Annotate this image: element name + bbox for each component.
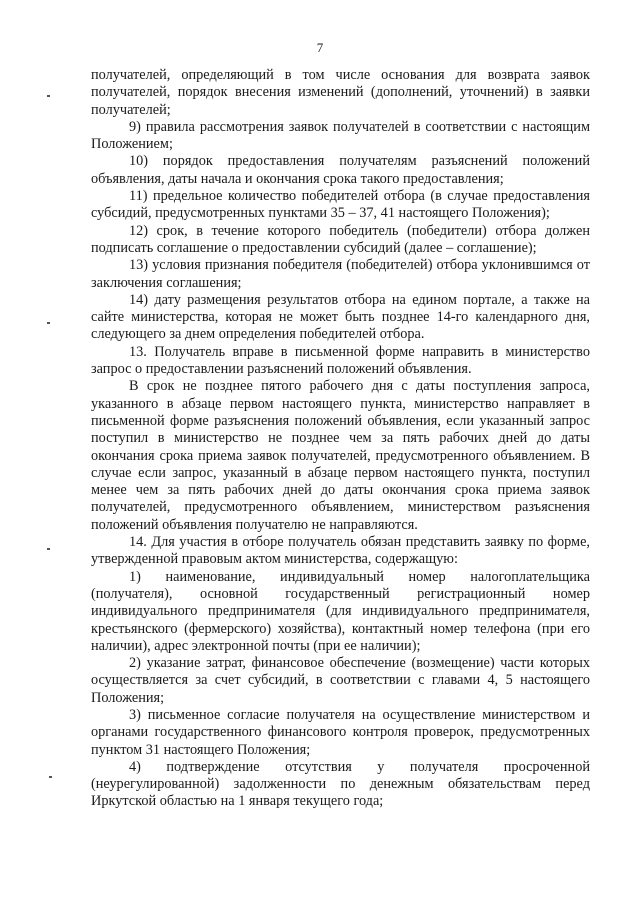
paragraph-application-item-4: 4) подтверждение отсутствия у получателя просроченной (неурегулированной) задолженности по денежным обязательствам перед Иркутской областью на 1 января текущего года; (91, 758, 590, 810)
margin-mark (47, 95, 50, 97)
paragraph-continuation: получателей, определяющий в том числе основания для возврата заявок получателей, порядок внесения изменений (дополнений, уточнений) в заявки получателей; (91, 67, 590, 118)
margin-mark (49, 776, 52, 778)
document-body (91, 67, 590, 811)
paragraph-item-14: 14) дату размещения результатов отбора на едином портале, а также на сайте министерства, которая не может быть позднее 14-го календарного дня, следующего за днем определения победителей отбора. (91, 291, 590, 343)
paragraph-item-13: 13) условия признания победителя (победителей) отбора уклонившимся от заключения соглашения; (91, 257, 590, 291)
paragraph-item-12: 12) срок, в течение которого победитель (победители) отбора должен подписать соглашение о предоставлении субсидий (далее – соглашение); (91, 222, 590, 256)
paragraph-item-11: 11) предельное количество победителей отбора (в случае предоставления субсидий, предусмотренных пунктами 35 – 37, 41 настоящего Положения); (91, 188, 590, 222)
paragraph-application-item-1: 1) наименование, индивидуальный номер налогоплательщика (получателя), основной государственный регистрационный номер индивидуального предпринимателя (для индивидуального предпринимателя, крестьянского (фермерского) хозяйства), контактный номер телефона (при его наличии), адрес электронной почты (при ее наличии); (91, 568, 590, 654)
paragraph-section-14: 14. Для участия в отборе получатель обязан представить заявку по форме, утвержденной правовым актом министерства, содержащую: (91, 534, 590, 568)
paragraph-application-item-3: 3) письменное согласие получателя на осуществление министерством и органами государственного финансового контроля проверок, предусмотренных пунктом 31 настоящего Положения; (91, 706, 590, 758)
paragraph-section-13: 13. Получатель вправе в письменной форме направить в министерство запрос о предоставлении разъяснений положений объявления. (91, 343, 590, 378)
page-number: 7 (316, 40, 324, 55)
paragraph-application-item-2: 2) указание затрат, финансовое обеспечение (возмещение) части которых осуществляется за счет субсидий, в соответствии с главами 4, 5 настоящего Положения; (91, 655, 590, 706)
paragraph-item-10: 10) порядок предоставления получателям разъяснений положений объявления, даты начала и окончания срока такого предоставления; (91, 153, 590, 187)
paragraph-item-9: 9) правила рассмотрения заявок получателей в соответствии с настоящим Положением; (91, 118, 590, 153)
margin-mark (47, 322, 50, 324)
paragraph-section-13-response: В срок не позднее пятого рабочего дня с даты поступления запроса, указанного в абзаце первом настоящего пункта, министерство направляет в письменной форме разъяснения положений объявления, если указанный запрос поступил в министерство не позднее чем за пять рабочих дней до даты окончания срока приема заявок получателей, предусмотренного объявлением. В случае если запрос, указанный в абзаце первом настоящего пункта, поступил менее чем за пять рабочих дней до даты окончания срока приема заявок получателей, предусмотренного объявлением, министерством разъяснения положений объявления получателю не направляются. (91, 378, 590, 533)
margin-mark (47, 548, 50, 550)
